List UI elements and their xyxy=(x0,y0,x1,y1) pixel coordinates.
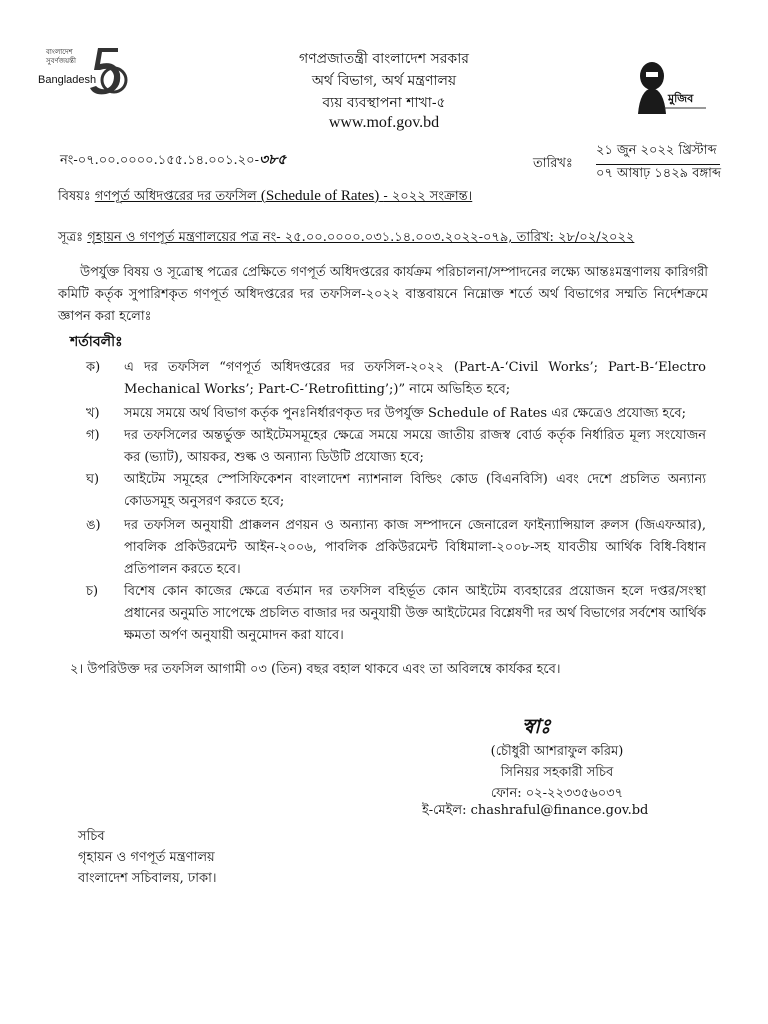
condition-label: ঙ) xyxy=(86,518,101,533)
condition-item xyxy=(86,403,706,425)
memo-number xyxy=(60,148,286,172)
header-website: www.mof.gov.bd xyxy=(328,114,440,131)
signature-mark: স্বাঃ xyxy=(522,714,551,738)
condition-item xyxy=(86,425,706,469)
condition-item xyxy=(86,515,706,581)
svg-text:সুবর্ণজয়ন্তী: সুবর্ণজয়ন্তী xyxy=(46,57,76,65)
condition-text: দর তফসিল অনুযায়ী প্রাক্কলন প্রণয়ন ও অন্যান্য কাজ সম্পাদনে জেনারেল ফাইন্যান্সিয়াল রুলস (জিএফআর), পাবলিক প্রকিউরমেন্ট আইন-২০০৬, পাবলিক প্রকিউরমেন্ট বিধিমালা-২০০৮-সহ যাবতীয় আর্থিক বিধি-বিধান প্রতিপালন করতে হবে। xyxy=(124,518,706,577)
subject-text xyxy=(95,189,472,204)
condition-text: এ দর তফসিল “গণপূর্ত অধিদপ্তরের দর তফসিল-২০২২ (Part-A-‘Civil Works’; Part-B-‘Electro Mechanical Works’; Part-C-‘Retrofitting’;)” নামে অভিহিত হবে; xyxy=(124,360,706,397)
svg-text:বাংলাদেশ: বাংলাদেশ xyxy=(46,48,73,56)
signatory-name: (চৌধুরী আশরাফুল করিম) xyxy=(490,744,624,759)
condition-text: দর তফসিলের অন্তর্ভুক্ত আইটেমসমূহের ক্ষেত্রে সময়ে সময়ে জাতীয় রাজস্ব বোর্ড কর্তৃক নির্ধারিত মূল্য সংযোজন কর (ভ্যাট), আয়কর, শুল্ক ও অন্যান্য ডিউটি প্রযোজ্য হবে; xyxy=(124,428,706,465)
condition-label: গ) xyxy=(86,428,100,443)
condition-item xyxy=(86,357,706,401)
signatory-email: ই-মেইল: chashraful@finance.gov.bd xyxy=(422,803,649,818)
condition-label: ঘ) xyxy=(86,472,100,487)
condition-text: আইটেম সমূহের স্পেসিফিকেশন বাংলাদেশ ন্যাশনাল বিল্ডিং কোড (বিএনবিসি) এবং দেশে প্রচলিত অন্যান্য কোডসমূহ অনুসরণ করতে হবে; xyxy=(124,472,706,509)
header-line-division: অর্থ বিভাগ, অর্থ মন্ত্রণালয় xyxy=(311,73,457,89)
condition-label: চ) xyxy=(86,584,99,599)
date-label: তারিখঃ xyxy=(533,156,573,171)
memo-number-suffix: ৩৮৫ xyxy=(258,152,287,168)
signatory-phone: ফোন: ০২-২২৩৩৫৬০৩৭ xyxy=(490,786,624,801)
condition-text: সময়ে সময়ে অর্থ বিভাগ কর্তৃক পুনঃনির্ধারণকৃত দর উপর্যুক্ত Schedule of Rates এর ক্ষেত্রেও প্রযোজ্য হবে; xyxy=(124,406,687,421)
reference-line xyxy=(58,228,634,249)
header-line-branch: ব্যয় ব্যবস্থাপনা শাখা-৫ xyxy=(322,95,446,111)
bangladesh-50-logo xyxy=(38,40,130,112)
condition-label: ক) xyxy=(86,360,101,375)
date-bengali: ০৭ আষাঢ় ১৪২৯ বঙ্গাব্দ xyxy=(596,166,722,181)
subject-line xyxy=(58,187,472,208)
condition-label: খ) xyxy=(86,406,100,421)
subject-text-b: - ২০২২ সংক্রান্ত। xyxy=(383,189,473,204)
point-two: ২। উপরিউক্ত দর তফসিল আগামী ০৩ (তিন) বছর বহাল থাকবে এবং তা অবিলম্বে কার্যকর হবে। xyxy=(70,662,561,677)
recipient-line-1: সচিব xyxy=(78,829,105,844)
condition-item xyxy=(86,469,706,513)
logo-text: Bangladesh xyxy=(38,74,97,86)
header-line-government: গণপ্রজাতন্ত্রী বাংলাদেশ সরকার xyxy=(299,51,469,67)
subject-text-en: (Schedule of Rates) xyxy=(260,188,380,204)
subject-text-a: গণপূর্ত অধিদপ্তরের দর তফসিল xyxy=(94,189,257,204)
portrait-caption: মুজিব xyxy=(668,92,694,105)
recipient-line-2: গৃহায়ন ও গণপূর্ত মন্ত্রণালয় xyxy=(78,850,215,865)
reference-label: সূত্রঃ xyxy=(58,230,84,245)
intro-paragraph: উপর্যুক্ত বিষয় ও সূত্রোস্থ পত্রের প্রেক্ষিতে গণপূর্ত অধিদপ্তরের কার্যক্রম পরিচালনা/সম্পাদনের লক্ষ্যে আন্তঃমন্ত্রণালয় কারিগরী কমিটি কর্তৃক সুপারিশকৃত গণপূর্ত অধিদপ্তরের দর তফসিল-২০২২ বাস্তবায়নে নিম্নোক্ত শর্তে অর্থ বিভাগের সম্মতি নির্দেশক্রমে জ্ঞাপন করা হলোঃ xyxy=(58,265,708,324)
date-gregorian: ২১ জুন ২০২২ খ্রিস্টাব্দ xyxy=(596,141,720,165)
reference-text: গৃহায়ন ও গণপূর্ত মন্ত্রণালয়ের পত্র নং- ২৫.০০.০০০০.০৩১.১৪.০০৩.২০২২-০৭৯, তারিখ: ২৮/০২/২০২২ xyxy=(87,230,635,245)
memo-number-prefix: নং-০৭.০০.০০০০.১৫৫.১৪.০০১.২০- xyxy=(60,153,259,168)
recipient-line-3: বাংলাদেশ সচিবালয়, ঢাকা। xyxy=(78,871,217,886)
letterhead xyxy=(184,48,584,132)
mujib-portrait-logo xyxy=(634,56,714,114)
subject-label: বিষয়ঃ xyxy=(58,189,91,204)
signature-block xyxy=(452,741,662,804)
condition-item xyxy=(86,581,706,647)
conditions-title: শর্তাবলীঃ xyxy=(70,334,123,350)
signatory-title: সিনিয়র সহকারী সচিব xyxy=(500,765,614,780)
condition-text: বিশেষ কোন কাজের ক্ষেত্রে বর্তমান দর তফসিল বহির্ভূত কোন আইটেম ব্যবহারের প্রয়োজন হলে দপ্তর/সংস্থা প্রধানের অনুমতি সাপেক্ষে প্রচলিত বাজার দর অনুযায়ী উক্ত আইটেমের বিশ্লেষণী দর অর্থ বিভাগের সর্বশেষ আর্থিক ক্ষমতা অর্পণ অনুযায়ী অনুমোদন করা যাবে। xyxy=(124,584,706,643)
recipient-block xyxy=(78,826,217,889)
